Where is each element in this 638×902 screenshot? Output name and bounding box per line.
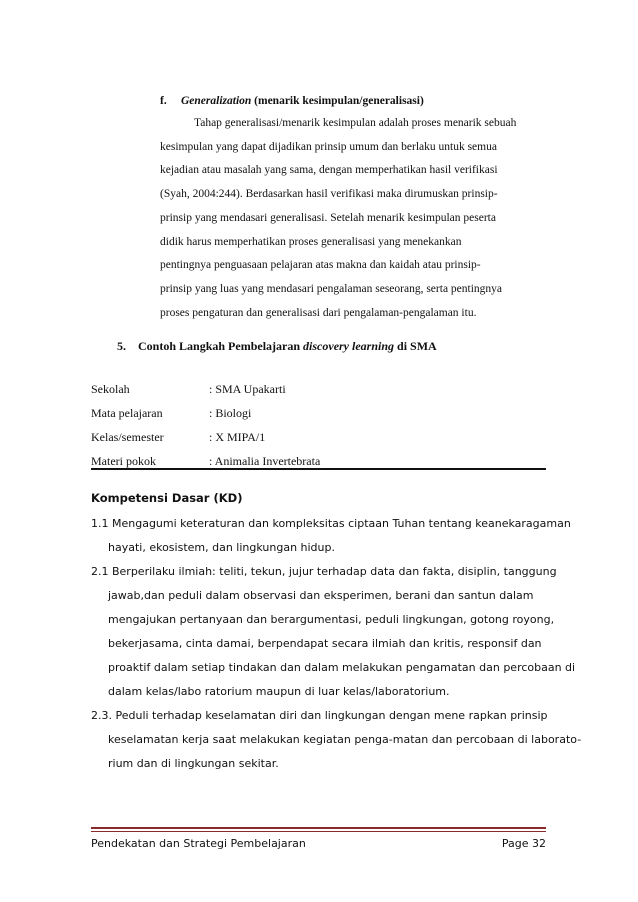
para-line: didik harus memperhatikan proses generalisasi yang menekankan xyxy=(160,235,462,248)
section-5-number: 5. xyxy=(117,339,126,353)
info-value: : X MIPA/1 xyxy=(209,430,266,444)
page-number: Page 32 xyxy=(501,837,546,850)
kd-line: 2.3. Peduli terhadap keselamatan diri dan lingkungan dengan mene rapkan prinsip xyxy=(91,709,548,722)
info-label: Sekolah xyxy=(91,382,130,396)
section-f-label: f. xyxy=(160,95,167,107)
kd-item-2-3 xyxy=(91,704,582,776)
info-value: : Animalia Invertebrata xyxy=(209,454,321,468)
footer-title: Pendekatan dan Strategi Pembelajaran xyxy=(91,837,306,850)
para-line: kesimpulan yang dapat dijadikan prinsip umum dan berlaku untuk semua xyxy=(160,140,497,153)
info-value: : SMA Upakarti xyxy=(209,382,286,396)
section-5-heading xyxy=(117,339,437,354)
kd-line: keselamatan kerja saat melakukan kegiatan penga-matan dan percobaan di laborato- xyxy=(108,733,582,746)
kd-line: proaktif dalam setiap tindakan dan dalam melakukan pengamatan dan percobaan di xyxy=(108,661,576,674)
kd-section xyxy=(91,489,582,776)
section-5-title-italic: discovery learning xyxy=(303,339,395,353)
kd-line: bekerjasama, cinta damai, berpendapat secara ilmiah dan kritis, responsif dan xyxy=(108,637,542,650)
kd-item-2-1 xyxy=(91,560,576,704)
kd-line: jawab,dan peduli dalam observasi dan eksperimen, berani dan santun dalam xyxy=(108,589,534,602)
para-line: pentingnya penguasaan pelajaran atas makna dan kaidah atau prinsip- xyxy=(160,259,481,272)
kd-line: 1.1 Mengagumi keteraturan dan kompleksitas ciptaan Tuhan tentang keanekaragaman xyxy=(91,517,571,530)
para-line: prinsip yang mendasari generalisasi. Setelah menarik kesimpulan peserta xyxy=(160,211,496,224)
footer-rule-thin xyxy=(91,831,546,832)
section-f-paragraph xyxy=(160,112,547,325)
info-label: Mata pelajaran xyxy=(91,406,163,420)
section-f-title-rest: (menarik kesimpulan/generalisasi) xyxy=(251,95,424,107)
kd-line: dalam kelas/labo ratorium maupun di luar kelas/laboratorium. xyxy=(108,685,450,698)
section-5-title-before: Contoh Langkah Pembelajaran xyxy=(138,339,304,353)
section-f-title-italic: Generalization xyxy=(181,95,252,107)
lesson-info xyxy=(91,377,320,473)
footer-rule-thick xyxy=(91,827,546,829)
info-divider xyxy=(91,468,546,470)
info-row-kelas xyxy=(91,425,320,449)
para-line: kejadian atau masalah yang sama, dengan memperhatikan hasil verifikasi xyxy=(160,164,498,177)
para-line: Tahap generalisasi/menarik kesimpulan adalah proses menarik sebuah xyxy=(194,117,517,129)
kd-heading: Kompetensi Dasar (KD) xyxy=(91,491,243,505)
info-row-sekolah xyxy=(91,377,320,401)
para-line: proses pengaturan dan generalisasi dari pengalaman-pengalaman itu. xyxy=(160,306,477,319)
info-label: Materi pokok xyxy=(91,454,156,468)
kd-item-1-1 xyxy=(91,512,571,560)
info-label: Kelas/semester xyxy=(91,430,164,444)
section-5-title-after: di SMA xyxy=(394,339,437,353)
kd-line: mengajukan pertanyaan dan berargumentasi, peduli lingkungan, gotong royong, xyxy=(108,613,555,626)
para-line: prinsip yang luas yang mendasari pengalaman seseorang, serta pentingnya xyxy=(160,282,503,295)
section-f-title xyxy=(181,95,424,107)
info-value: : Biologi xyxy=(209,406,252,420)
kd-line: hayati, ekosistem, dan lingkungan hidup. xyxy=(108,541,335,554)
kd-line: rium dan di lingkungan sekitar. xyxy=(108,757,279,770)
kd-line: 2.1 Berperilaku ilmiah: teliti, tekun, jujur terhadap data dan fakta, disiplin, tanggung xyxy=(91,565,557,578)
para-line: (Syah, 2004:244). Berdasarkan hasil verifikasi maka dirumuskan prinsip- xyxy=(160,188,498,201)
info-row-mapel xyxy=(91,401,320,425)
